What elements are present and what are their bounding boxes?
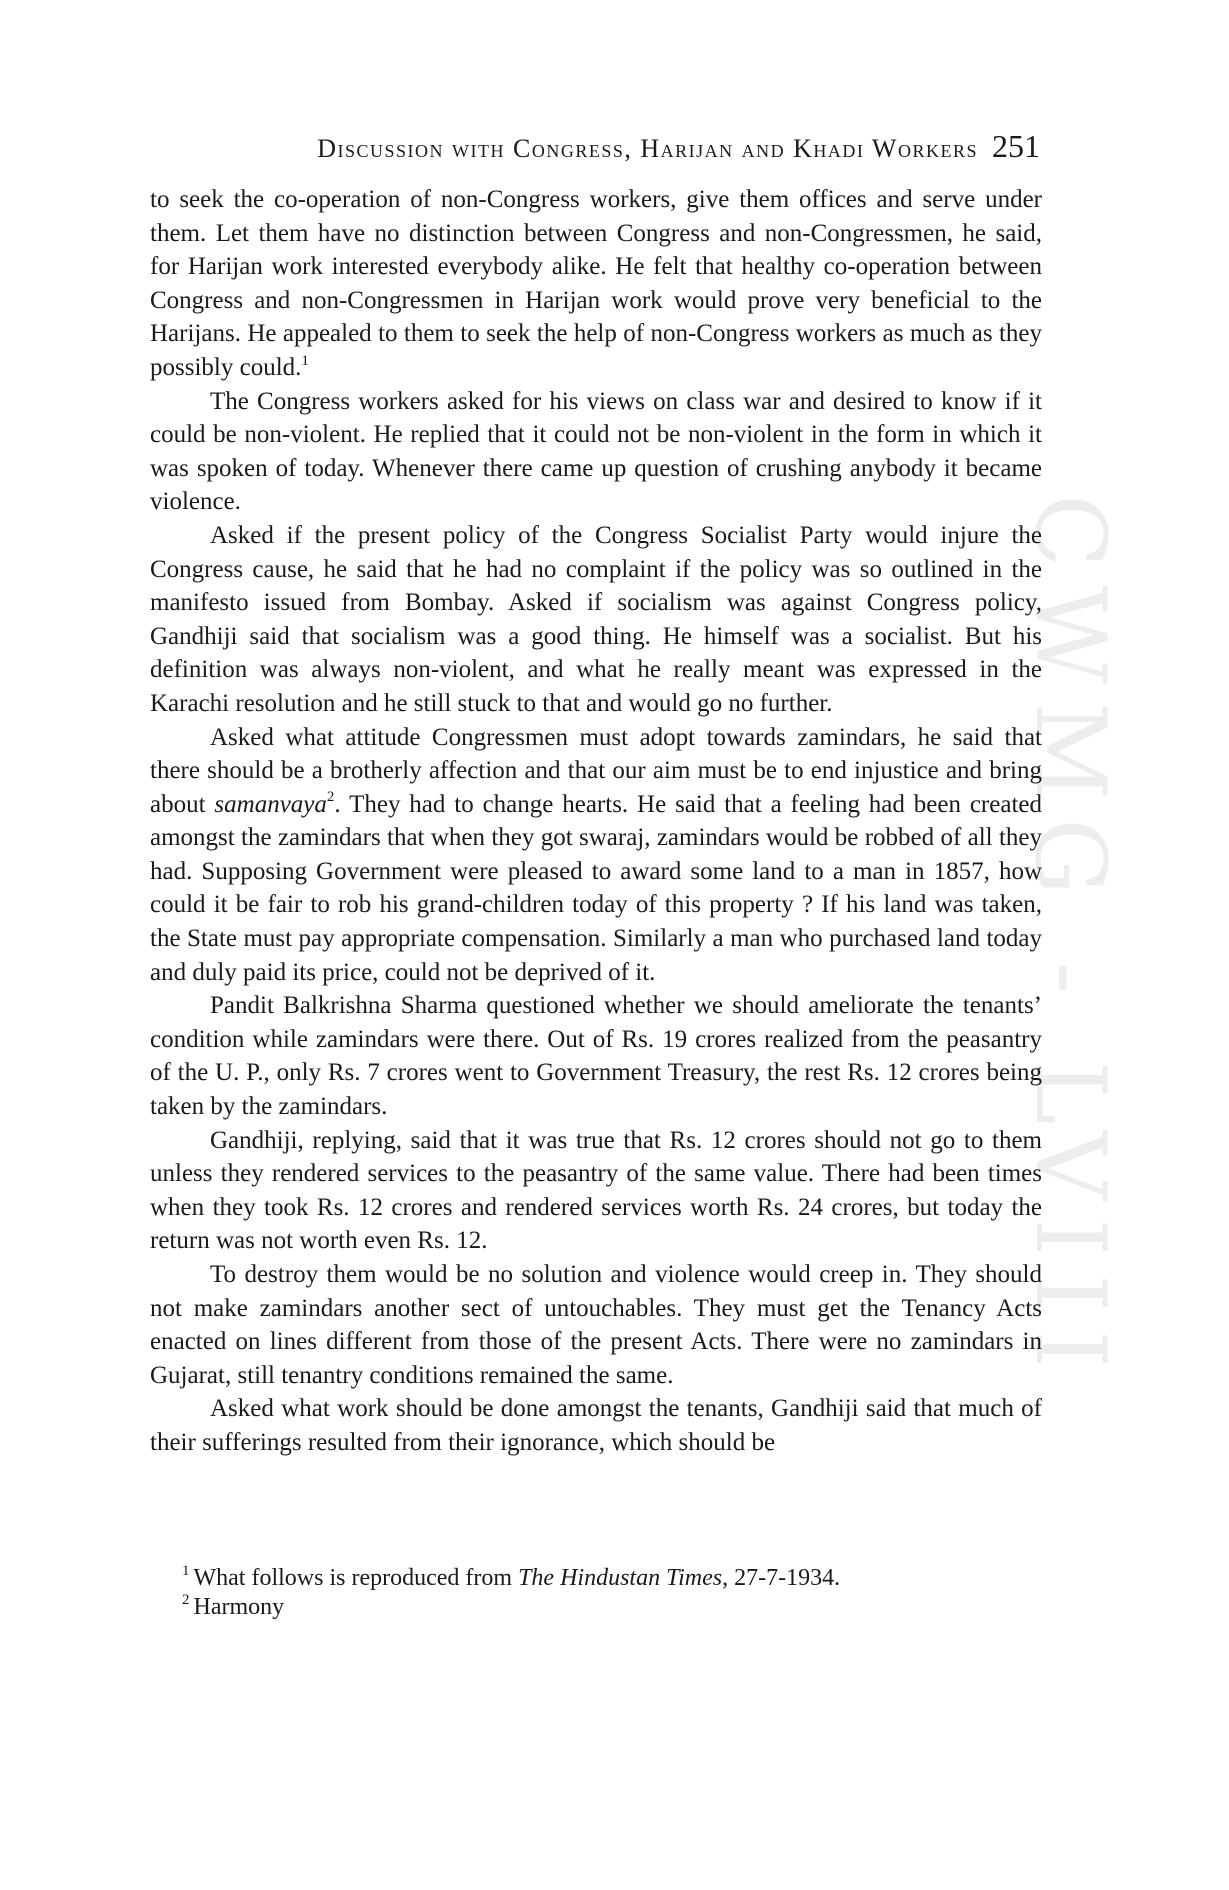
body-text <box>150 183 1042 1460</box>
running-header <box>220 128 1040 165</box>
paragraph-2: The Congress workers asked for his views on class war and desired to know if it could be non-violent. He replied that it could not be non-violent in the form in which it was spoken of today. Whenever there came up question of crushing anybody it became violence. <box>150 387 1042 516</box>
watermark <box>1014 430 1126 1450</box>
footnote-ref-2: 2 <box>326 789 335 806</box>
paragraph-1: to seek the co-operation of non-Congress workers, give them offices and serve under them. Let them have no distinction between Congress and non-Congressmen, he said, for Harijan work interested everybody alike. He felt that healthy co-operation between Congress and non-Congressmen in Harijan work would prove very beneficial to the Harijans. He appealed to them to seek the help of non-Congress workers as much as they possibly could.$^1$ <box>150 186 1042 381</box>
paragraph-4: Asked what attitude Congressmen must adopt towards zamindars, he said that there should be a brotherly affection and that our aim must be to end injustice and bring about samanvaya$^2$. They had to change hearts. He said that a feeling had been created amongst the zamindars that when they got swaraj, zamindars would be robbed of all they had. Supposing Government were pleased to award some land to a man in 1857, how could it be fair to rob his grand-children today of this property ? If his land was taken, the State must pay appropriate compensation. Similarly a man who purchased land today and duly paid its price, could not be deprived of it. <box>150 723 1042 986</box>
watermark-text: CWMG - LVIII <box>1014 493 1126 1387</box>
paragraph-5: Pandit Balkrishna Sharma questioned whether we should ameliorate the tenants’ condition while zamindars were there. Out of Rs. 19 crores realized from the peasantry of the U. P., only Rs. 7 crores went to Government Treasury, the rest Rs. 12 crores being taken by the zamindars. <box>150 992 1042 1121</box>
footnote-source-title: The Hindustan Times <box>518 1565 723 1591</box>
paragraph-7: To destroy them would be no solution and violence would creep in. They should not make zamindars another sect of untouchables. They must get the Tenancy Acts enacted on lines different from those of the present Acts. There were no zamindars in Gujarat, still tenantry conditions remained the same. <box>150 1261 1042 1389</box>
running-title: Discussion with Congress, Harijan and Khadi Workers <box>317 134 978 163</box>
paragraph-8: Asked what work should be done amongst the tenants, Gandhiji said that much of their sufferings resulted from their ignorance, which should be <box>150 1395 1042 1456</box>
paragraph-6: Gandhiji, replying, said that it was true that Rs. 12 crores should not go to them unless they rendered services to the peasantry of the same value. There had been times when they took Rs. 12 crores and rendered services worth Rs. 24 crores, but today the return was not worth even Rs. 12. <box>150 1126 1042 1255</box>
paragraph-3: Asked if the present policy of the Congress Socialist Party would injure the Congress cause, he said that he had no complaint if the policy was so outlined in the manifesto issued from Bombay. Asked if socialism was against Congress policy, Gandhiji said that socialism was a good thing. He himself was a socialist. But his definition was always non-violent, and what he really meant was expressed in the Karachi resolution and he still stuck to that and would go no further. <box>150 521 1042 717</box>
footnote-ref-1: 1 <box>301 352 309 369</box>
italic-term: samanvaya <box>214 790 327 818</box>
page-number: 251 <box>992 128 1040 164</box>
footnote-2: $^2$ Harmony <box>182 1592 285 1620</box>
footnotes <box>150 1564 1042 1622</box>
footnote-1: $^1$ What follows is reproduced from The Hindustan Times, 27-7-1934. <box>182 1563 841 1591</box>
